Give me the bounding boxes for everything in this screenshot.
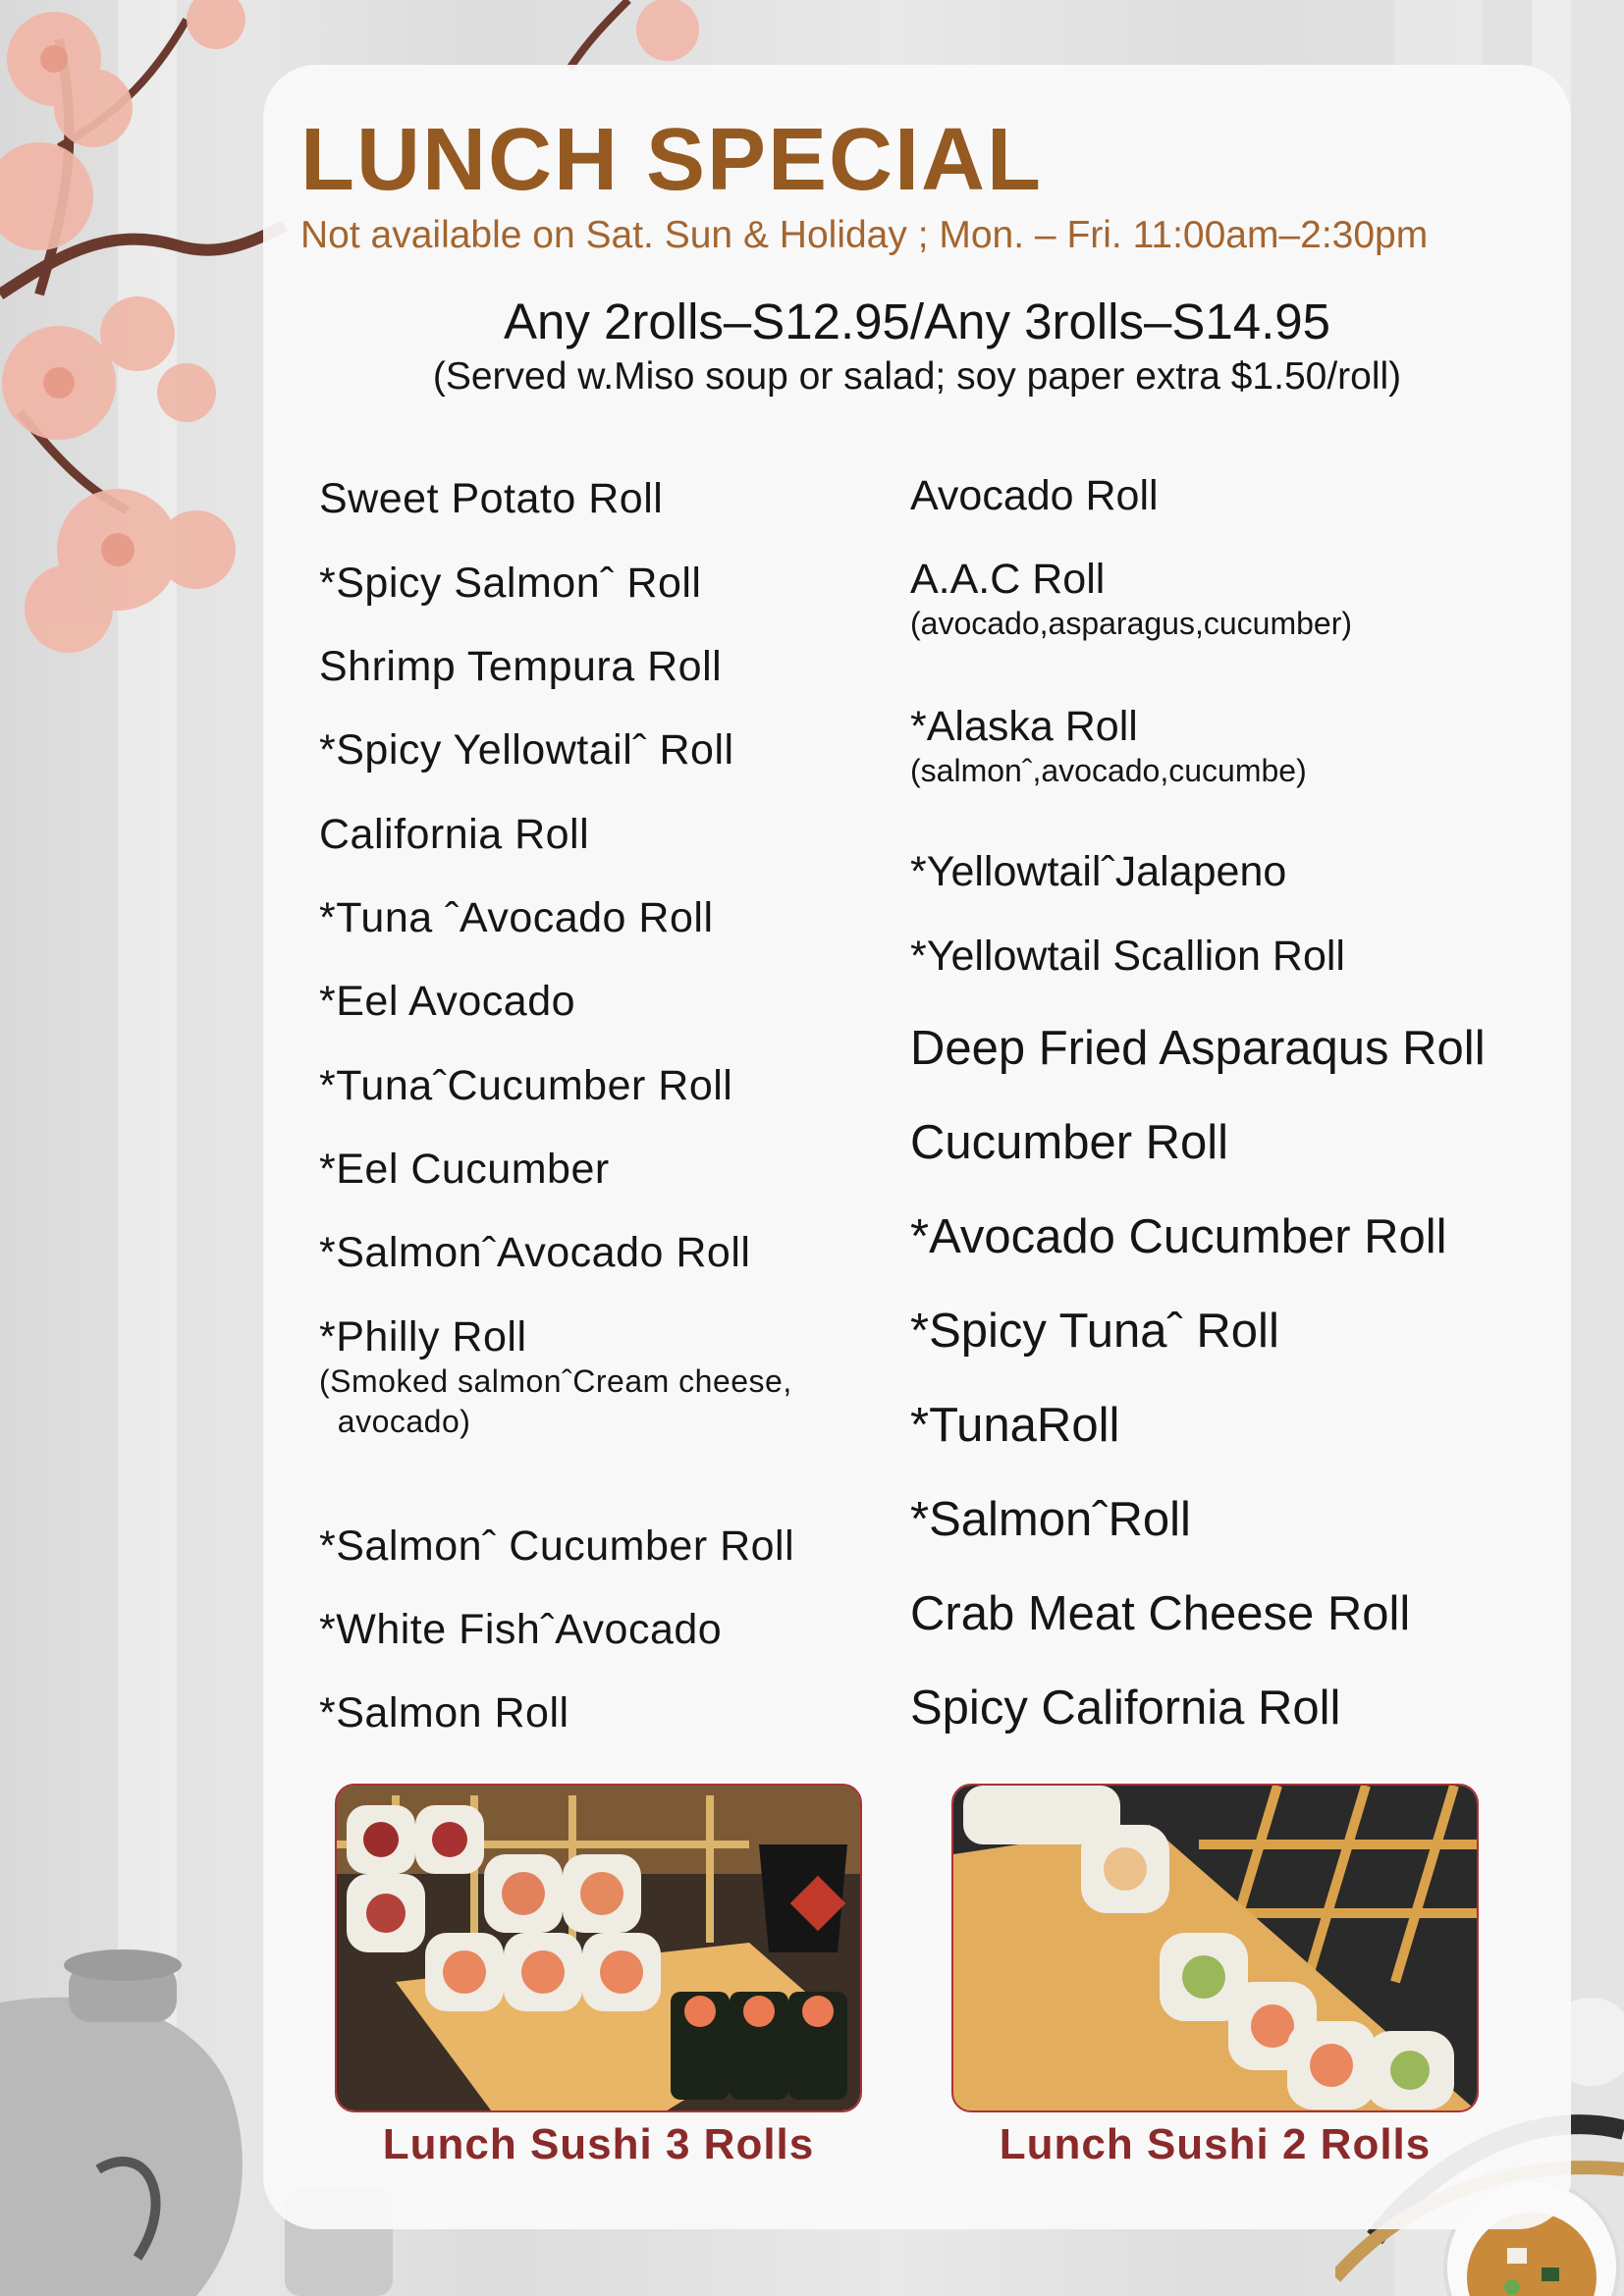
menu-item-name: Cucumber Roll: [910, 1116, 1229, 1169]
photo-caption: Lunch Sushi 2 Rolls: [999, 2120, 1432, 2168]
menu-item-name: *Spicy Tunaˆ Roll: [910, 1305, 1279, 1358]
pricing-line: Any 2rolls–S12.95/Any 3rolls–S14.95: [503, 294, 1331, 349]
menu-item-name: Sweet Potato Roll: [319, 475, 664, 522]
menu-item: [319, 726, 734, 774]
lunch-sushi-2-rolls-photo: [951, 1784, 1479, 2112]
menu-item-description: (avocado,asparagus,cucumber): [910, 606, 1353, 641]
menu-item-name: Avocado Roll: [910, 472, 1159, 519]
lunch-sushi-3-rolls-photo: [335, 1784, 862, 2112]
menu-item: [319, 894, 714, 942]
menu-item-name: *Salmonˆ Cucumber Roll: [319, 1522, 795, 1570]
menu-item: [319, 1313, 792, 1442]
menu-item: [910, 556, 1352, 644]
menu-item-name: *White FishˆAvocado: [319, 1606, 723, 1653]
pricing-note: (Served w.Miso soup or salad; soy paper extra $1.50/roll): [432, 355, 1402, 398]
menu-item: [910, 848, 1286, 896]
menu-item: [910, 1304, 1279, 1359]
menu-item-name: *Spicy Yellowtailˆ Roll: [319, 726, 734, 774]
menu-item-name: *YellowtailˆJalapeno: [910, 848, 1287, 895]
photo-caption: Lunch Sushi 3 Rolls: [382, 2120, 815, 2168]
menu-item-name: *Yellowtail Scallion Roll: [910, 933, 1345, 980]
menu-item-name: *SalmonˆAvocado Roll: [319, 1229, 751, 1276]
menu-item: [910, 472, 1159, 520]
menu-item-name: *Eel Cucumber: [319, 1146, 610, 1193]
menu-item-name: *Spicy Salmonˆ Roll: [319, 560, 702, 607]
menu-item-name: *SalmonˆRoll: [910, 1493, 1191, 1546]
menu-item: [910, 1021, 1486, 1076]
menu-item: [319, 560, 701, 608]
menu-item-name: *TunaRoll: [910, 1399, 1120, 1452]
menu-item: [319, 1606, 722, 1654]
menu-item: [319, 1522, 794, 1571]
menu-item: [910, 1492, 1191, 1547]
menu-item: [319, 1146, 610, 1194]
menu-item-description: (Smoked salmonˆCream cheese, avocado): [319, 1363, 792, 1439]
menu-item-name: A.A.C Roll: [910, 556, 1106, 603]
menu-item-name: *Alaska Roll: [910, 703, 1138, 750]
menu-item-name: *Tuna ˆAvocado Roll: [319, 894, 714, 941]
menu-item-name: Spicy California Roll: [910, 1682, 1341, 1735]
menu-item-name: Crab Meat Cheese Roll: [910, 1587, 1411, 1640]
menu-item-name: Shrimp Tempura Roll: [319, 643, 723, 690]
menu-item: [319, 1229, 750, 1277]
menu-item-name: *Avocado Cucumber Roll: [910, 1210, 1447, 1263]
page-title: LUNCH SPECIAL: [300, 111, 1044, 209]
menu-item: [319, 811, 589, 859]
menu-item: [319, 978, 575, 1026]
menu-item: [319, 475, 663, 523]
menu-item: [319, 643, 722, 691]
menu-item-name: *Philly Roll: [319, 1313, 527, 1361]
menu-item: [319, 1689, 569, 1737]
menu-item: [910, 1209, 1447, 1264]
menu-item: [319, 1062, 732, 1110]
menu-item: [910, 1586, 1410, 1641]
menu-item: [910, 1398, 1119, 1453]
menu-item-name: Deep Fried Asparaqus Roll: [910, 1022, 1486, 1075]
menu-item: [910, 933, 1345, 981]
menu-item: [910, 703, 1307, 791]
menu-item-name: California Roll: [319, 811, 590, 858]
menu-item: [910, 1681, 1340, 1735]
availability-note: Not available on Sat. Sun & Holiday ; Mon. – Fri. 11:00am–2:30pm: [300, 214, 1429, 256]
menu-item-name: *Eel Avocado: [319, 978, 576, 1025]
menu-item-description: (salmonˆ,avocado,cucumbe): [910, 753, 1307, 788]
menu-item-name: *TunaˆCucumber Roll: [319, 1062, 733, 1109]
menu-item-name: *Salmon Roll: [319, 1689, 569, 1736]
menu-item: [910, 1115, 1228, 1170]
